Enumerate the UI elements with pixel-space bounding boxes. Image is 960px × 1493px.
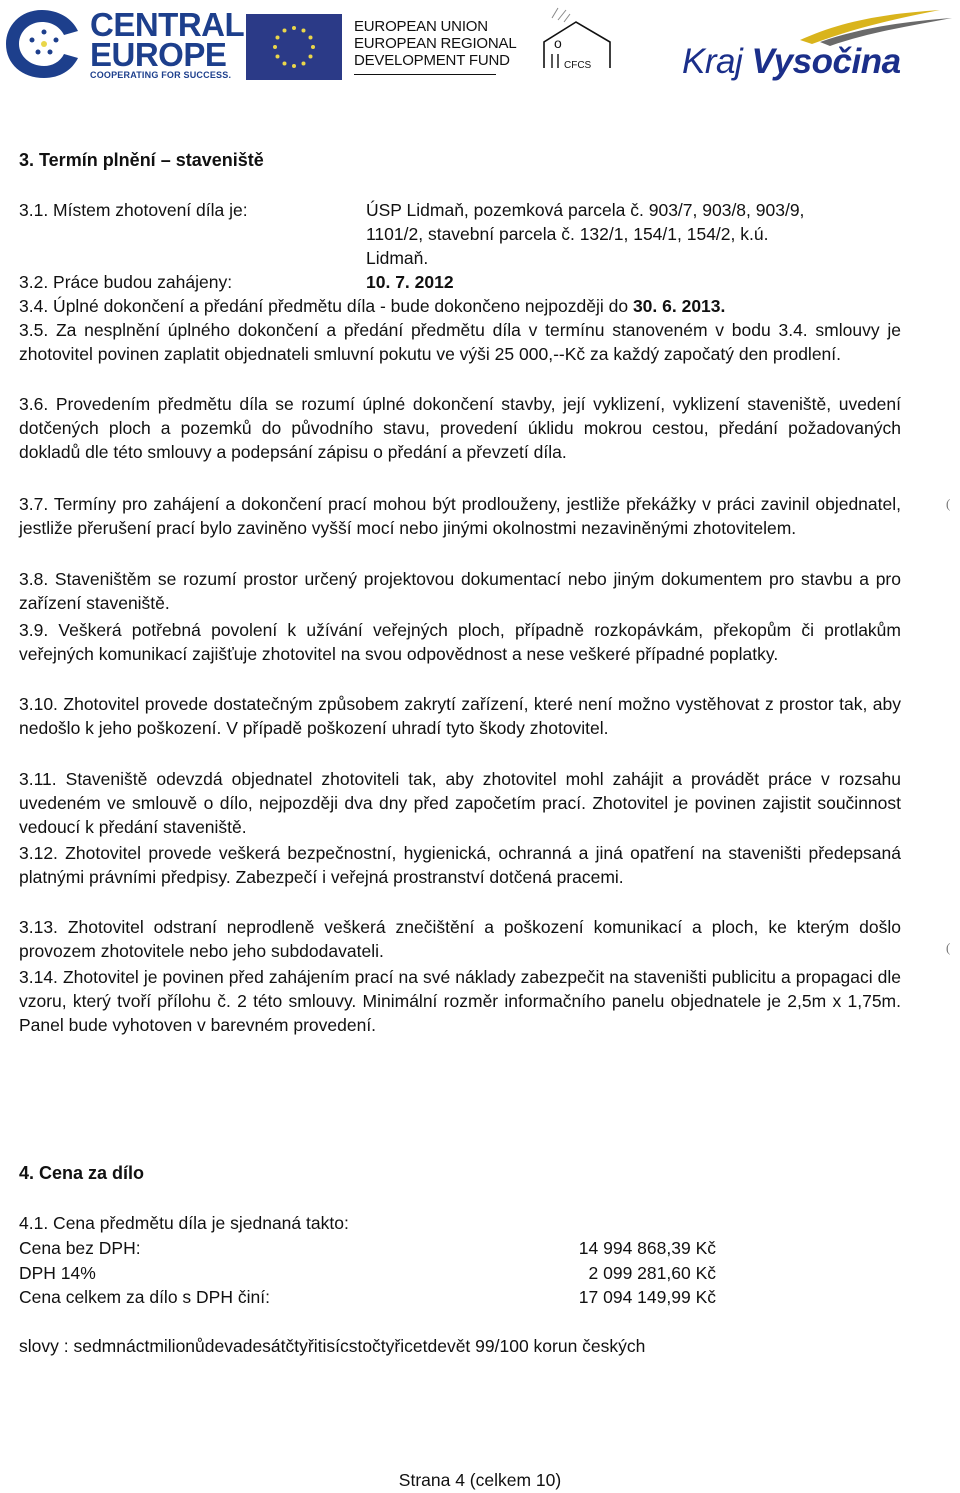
eu-flag-icon xyxy=(246,14,342,80)
price-row-value: 17 094 149,99 Kč xyxy=(578,1287,716,1307)
eu-line3: DEVELOPMENT FUND xyxy=(354,52,510,69)
kraj-word1: Kraj xyxy=(682,42,743,81)
margin-mark: ( xyxy=(946,940,951,955)
s31-value-line2: 1101/2, stavební parcela č. 132/1, 154/1, 154/2, k.ú. xyxy=(366,224,769,244)
kraj-swoosh-icon xyxy=(790,2,960,46)
eu-underline xyxy=(354,74,496,75)
price-in-words: slovy : sedmnáctmilionůdevadesátčtyřitisícstočtyřicetdevět 99/100 korun českých xyxy=(19,1336,646,1356)
section3-heading: 3. Termín plnění – staveniště xyxy=(19,150,264,170)
s37-paragraph: 3.7. Termíny pro zahájení a dokončení prací mohou být prodlouženy, jestliže překážky v práci zavinil objednatel, jestliže přerušení prací bylo zaviněno vyšší mocí nebo jinými okolnostmi nezaviněnými zhotovitelem. xyxy=(19,494,901,538)
kraj-vysocina-logo xyxy=(640,2,958,82)
price-row-label: DPH 14% xyxy=(19,1263,96,1283)
cfcs-label: CFCS xyxy=(564,60,592,71)
cfcs-logo xyxy=(536,2,626,82)
s310-paragraph: 3.10. Zhotovitel provede dostatečným způsobem zakrytí zařízení, které není možno vystěhovat z prostor tak, aby nedošlo k jeho poškození. V případě poškození uhradí tyto škody zhotovitel. xyxy=(19,694,901,738)
section4-heading: 4. Cena za dílo xyxy=(19,1163,145,1183)
s311-paragraph: 3.11. Staveniště odevzdá objednatel zhotoviteli tak, aby zhotovitel mohl zahájit a provádět práce v rozsahu uvedeném ve smlouvě o dílo, nejpozději dva dny před započetím prací. Zhotovitel je povinen zajistit součinnost vedoucí k předání staveniště. xyxy=(19,769,901,837)
svg-text:o: o xyxy=(554,35,562,51)
price-row-label: Cena celkem za dílo s DPH činí: xyxy=(19,1287,270,1307)
central-europe-line2: EUROPE xyxy=(90,36,227,73)
s36-paragraph: 3.6. Provedením předmětu díla se rozumí úplné dokončení stavby, její vyklizení, vyklizení staveniště, uvedení dotčených ploch a pozemků do původního stavu, provedení úklidu mokrou cestou, předání požadovaných dokladů dle této smlouvy a podepsání zápisu o předání a převzetí díla. xyxy=(19,394,901,462)
s314-paragraph: 3.14. Zhotovitel je povinen před zahájením prací na své náklady zabezpečit na staveništi publicitu a propagaci dle vzoru, který tvoří přílohu č. 2 této smlouvy. Minimální rozměr informačního panelu objednatele je 2,5m x 1,75m. Panel bude vyhotoven v barevném provedení. xyxy=(19,967,901,1035)
price-row-value: 14 994 868,39 Kč xyxy=(578,1238,716,1258)
s34-date: 30. 6. 2013. xyxy=(632,296,726,316)
s313-paragraph: 3.13. Zhotovitel odstraní neprodleně veškerá znečištění a poškození komunikací a ploch, ke kterým došlo provozem zhotovitele nebo jeho subdodavateli. xyxy=(19,917,901,961)
central-europe-logo xyxy=(2,2,245,84)
price-row-value: 2 099 281,60 Kč xyxy=(588,1263,716,1283)
s35-paragraph: 3.5. Za nesplnění úplného dokončení a předání předmětu díla v termínu stanoveném v bodu 3.4. smlouvy je zhotovitel povinen zaplatit objednateli smluvní pokutu ve výši 25 000,--Kč za každý započatý den prodlení. xyxy=(19,320,901,364)
central-europe-tagline: COOPERATING FOR SUCCESS. xyxy=(90,70,232,80)
s31-value-line3: Lidmaň. xyxy=(366,248,429,268)
eu-line2: EUROPEAN REGIONAL xyxy=(354,35,517,52)
s312-paragraph: 3.12. Zhotovitel provede veškerá bezpečnostní, hygienická, ochranná a jiná opatření na staveništi předepsaná platnými právními předpisy. Zabezpečí i veřejná prostranství dotčená pracemi. xyxy=(19,843,901,887)
s31-label: 3.1. Místem zhotovení díla je: xyxy=(19,200,248,220)
page-number: Strana 4 (celkem 10) xyxy=(398,1470,562,1490)
kraj-wordmark xyxy=(682,42,901,82)
eu-line1: EUROPEAN UNION xyxy=(354,18,488,35)
central-europe-emblem-icon xyxy=(2,4,88,84)
s32-value: 10. 7. 2012 xyxy=(366,272,454,292)
s39-paragraph: 3.9. Veškerá potřebná povolení k užívání veřejných ploch, případně rozkopávkám, překopům či protlakům veřejných komunikací zajišťuje zhotovitel na svou odpovědnost a nese veškeré případné poplatky. xyxy=(19,620,901,664)
eu-logo xyxy=(246,14,517,80)
margin-mark: ( xyxy=(946,496,951,511)
s34-text: 3.4. Úplné dokončení a předání předmětu díla - bude dokončeno nejpozději do xyxy=(19,296,629,316)
central-europe-line1: CENTRAL xyxy=(90,6,245,43)
s31-value-line1: ÚSP Lidmaň, pozemková parcela č. 903/7, 903/8, 903/9, xyxy=(366,200,805,220)
kraj-word2: Vysočina xyxy=(751,42,901,81)
s34-line xyxy=(19,294,725,318)
price-row-label: Cena bez DPH: xyxy=(19,1238,141,1258)
s41-text: 4.1. Cena předmětu díla je sjednaná takto: xyxy=(19,1213,349,1233)
s32-label: 3.2. Práce budou zahájeny: xyxy=(19,272,233,292)
s38-paragraph: 3.8. Staveništěm se rozumí prostor určený projektovou dokumentací nebo jiným dokumentem pro stavbu a pro zařízení staveniště. xyxy=(19,569,901,613)
house-icon xyxy=(536,2,626,82)
